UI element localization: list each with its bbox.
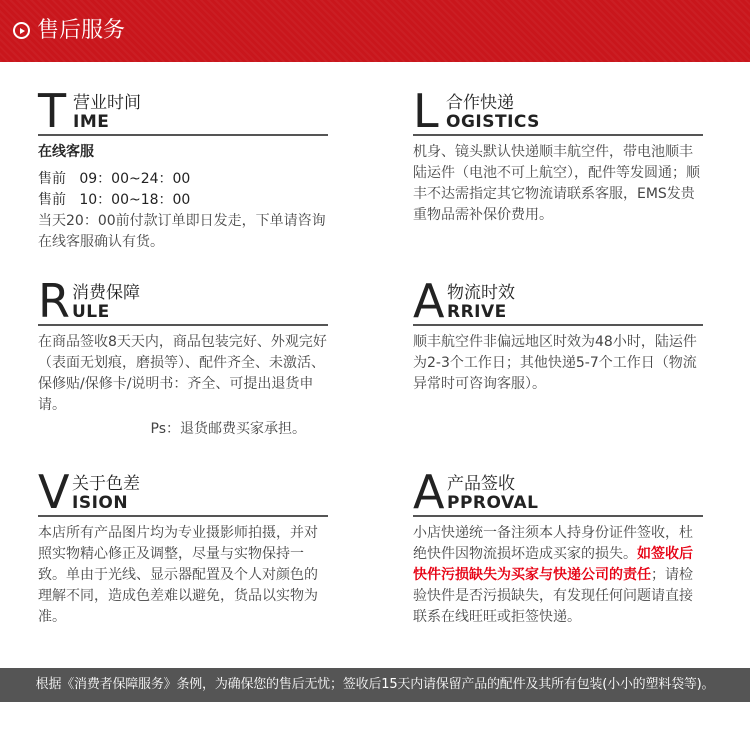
section-logistics-letter: L: [413, 84, 439, 138]
section-rule-body: [38, 326, 328, 440]
section-logistics-body: [413, 136, 703, 226]
arrive-text: 顺丰航空件非偏远地区时效为48小时，陆运件为2-3个工作日；其他快递5-7个工作日（物流异常时可咨询客服）。: [413, 334, 697, 392]
section-logistics-cn-title: 合作快递: [446, 93, 514, 113]
section-arrive-heading: [413, 274, 703, 328]
circle-arrow-icon: [13, 22, 30, 39]
section-vision: [38, 465, 328, 628]
section-vision-cn-title: 关于色差: [72, 474, 140, 494]
vision-text: 本店所有产品图片均为专业摄影师拍摄，并对照实物精心修正及调整，尽量与实物保持一致。单由于光线、显示器配置及个人对颜色的理解不同，造成色差难以避免，货品以实物为准。: [38, 525, 318, 625]
section-rule-heading: [38, 274, 328, 328]
section-time-cn-title: 营业时间: [73, 93, 141, 113]
presale-hours-1: 售前 09：00~24：00: [38, 171, 191, 187]
section-rule-letter: R: [38, 274, 70, 328]
section-arrive-cn-title: 物流时效: [447, 283, 515, 303]
section-approval-body: [413, 517, 703, 628]
section-approval-heading: [413, 465, 703, 519]
same-day-note: 当天20：00前付款订单即日发走，下单请咨询在线客服确认有货。: [38, 213, 326, 250]
section-rule-cn-title: 消费保障: [72, 283, 140, 303]
rule-text: 在商品签收8天天内，商品包装完好、外观完好（表面无划痕，磨损等）、配件齐全、未激活、保修贴/保修卡/说明书：齐全、可提出退货申请。: [38, 334, 327, 413]
section-vision-heading: [38, 465, 328, 519]
section-arrive: [413, 274, 703, 395]
header-banner: [0, 0, 750, 62]
page-title: 售后服务: [37, 18, 126, 43]
section-vision-letter: V: [38, 465, 70, 519]
section-rule: [38, 274, 328, 440]
section-approval-letter: A: [413, 465, 445, 519]
approval-text-before: 小店快递统一备注须本人持身份证件签收，杜绝快件因物流损坏造成买家的损失。: [413, 525, 693, 562]
section-logistics-heading: [413, 84, 703, 138]
rule-ps-note: Ps：退货邮费买家承担。: [150, 421, 306, 437]
online-service-label: 在线客服: [38, 144, 94, 160]
section-time-body: [38, 136, 328, 253]
section-rule-en-title: ULE: [72, 302, 110, 322]
section-time-en-title: IME: [73, 112, 110, 132]
section-logistics: [413, 84, 703, 226]
presale-hours-2: 售前 10：00~18：00: [38, 192, 191, 208]
section-time-letter: T: [38, 84, 67, 138]
section-approval: [413, 465, 703, 628]
section-approval-cn-title: 产品签收: [447, 474, 515, 494]
approval-text-after: ；请检验快件是否污损缺失，有发现任何问题请直接联系在线旺旺或拒签快递。: [413, 567, 693, 625]
approval-text-highlight: 如签收后快件污损缺失为买家与快递公司的责任: [413, 546, 693, 583]
section-time: [38, 84, 328, 253]
section-approval-en-title: PPROVAL: [447, 493, 539, 513]
section-vision-en-title: ISION: [72, 493, 129, 513]
section-arrive-body: [413, 326, 703, 395]
logistics-text: 机身、镜头默认快递顺丰航空件，带电池顺丰陆运件（电池不可上航空），配件等发圆通；顺丰不达需指定其它物流请联系客服，EMS发贵重物品需补保价费用。: [413, 144, 700, 223]
section-vision-body: [38, 517, 328, 628]
section-logistics-en-title: OGISTICS: [446, 112, 540, 132]
section-arrive-en-title: RRIVE: [447, 302, 507, 322]
footer-notice: 根据《消费者保障服务》条例，为确保您的售后无忧；签收后15天内请保留产品的配件及其所有包装(小小的塑料袋等)。: [0, 668, 750, 702]
section-arrive-letter: A: [413, 274, 445, 328]
approval-text: [413, 523, 703, 628]
section-time-heading: [38, 84, 328, 138]
